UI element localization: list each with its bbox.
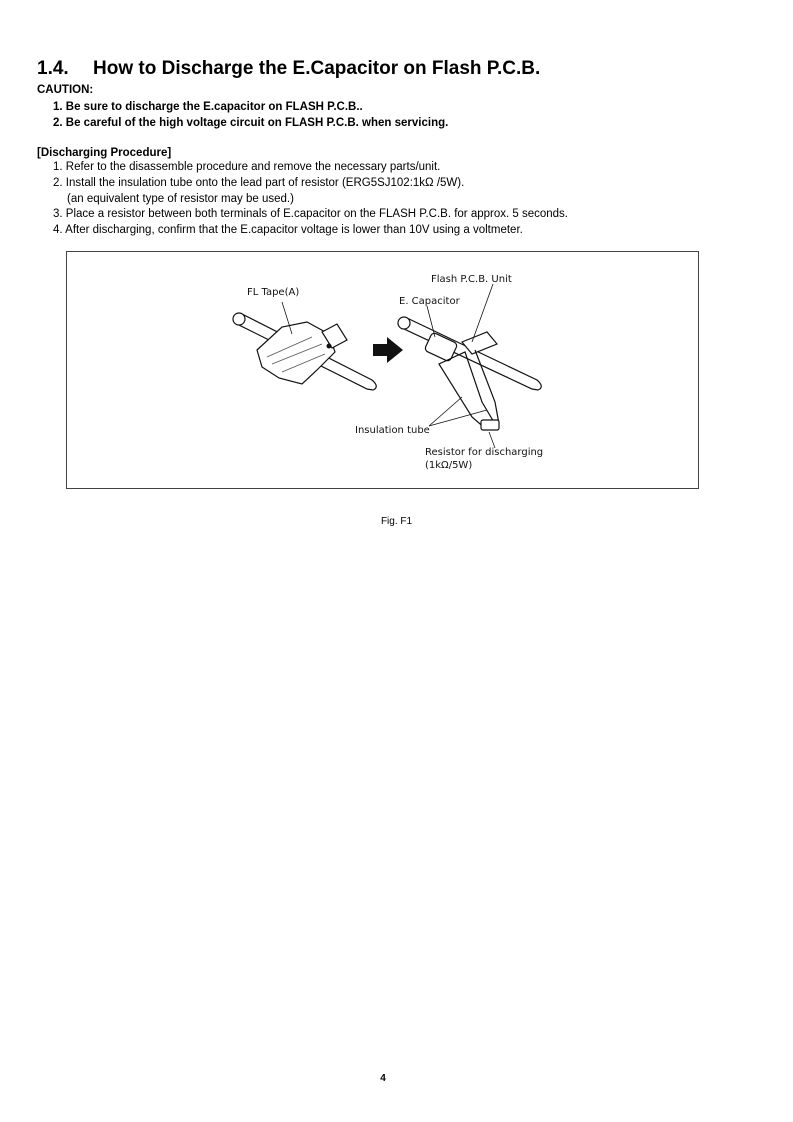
procedure-step-note: (an equivalent type of resistor may be used.) <box>67 192 294 205</box>
caution-item: 2. Be careful of the high voltage circuit on FLASH P.C.B. when servicing. <box>53 117 449 129</box>
procedure-list <box>53 160 568 239</box>
procedure-step: 2. Install the insulation tube onto the lead part of resistor (ERG5SJ102:1kΩ /5W). <box>53 176 465 189</box>
resistor-spec-label: (1kΩ/5W) <box>425 460 473 471</box>
flash-pcb-label: Flash P.C.B. Unit <box>431 274 512 285</box>
figure-caption: Fig. F1 <box>380 516 413 527</box>
section-heading <box>37 58 540 80</box>
caution-item: 1. Be sure to discharge the E.capacitor on FLASH P.C.B.. <box>53 101 363 113</box>
page-number: 4 <box>380 1073 386 1084</box>
e-capacitor-label: E. Capacitor <box>399 296 460 307</box>
flash-tube-end <box>233 313 245 325</box>
section-title: How to Discharge the E.Capacitor on Flash P.C.B. <box>93 58 541 79</box>
discharge-illustration <box>67 252 700 490</box>
section-number: 1.4. <box>37 58 69 79</box>
procedure-step: 3. Place a resistor between both terminals of E.capacitor on the FLASH P.C.B. for approx. 5 seconds. <box>53 208 569 221</box>
caution-list <box>53 99 448 131</box>
insulation-tube-label: Insulation tube <box>355 425 430 436</box>
flash-tube-end <box>398 317 410 329</box>
procedure-step: 1. Refer to the disassemble procedure and remove the necessary parts/unit. <box>53 161 441 173</box>
caution-label: CAUTION: <box>37 84 94 96</box>
resistor <box>481 420 499 430</box>
procedure-label: [Discharging Procedure] <box>37 147 172 159</box>
flash-unit-with-tape <box>233 313 376 390</box>
procedure-step: 4. After discharging, confirm that the E.capacitor voltage is lower than 10V using a voltmeter. <box>53 224 523 237</box>
resistor-label: Resistor for discharging <box>425 447 544 458</box>
figure-f1 <box>66 251 699 489</box>
flash-unit-with-resistor <box>398 317 541 430</box>
right-arrow-icon <box>373 337 403 363</box>
fl-tape-label: FL Tape(A) <box>247 287 300 298</box>
flash-tube <box>401 318 541 390</box>
